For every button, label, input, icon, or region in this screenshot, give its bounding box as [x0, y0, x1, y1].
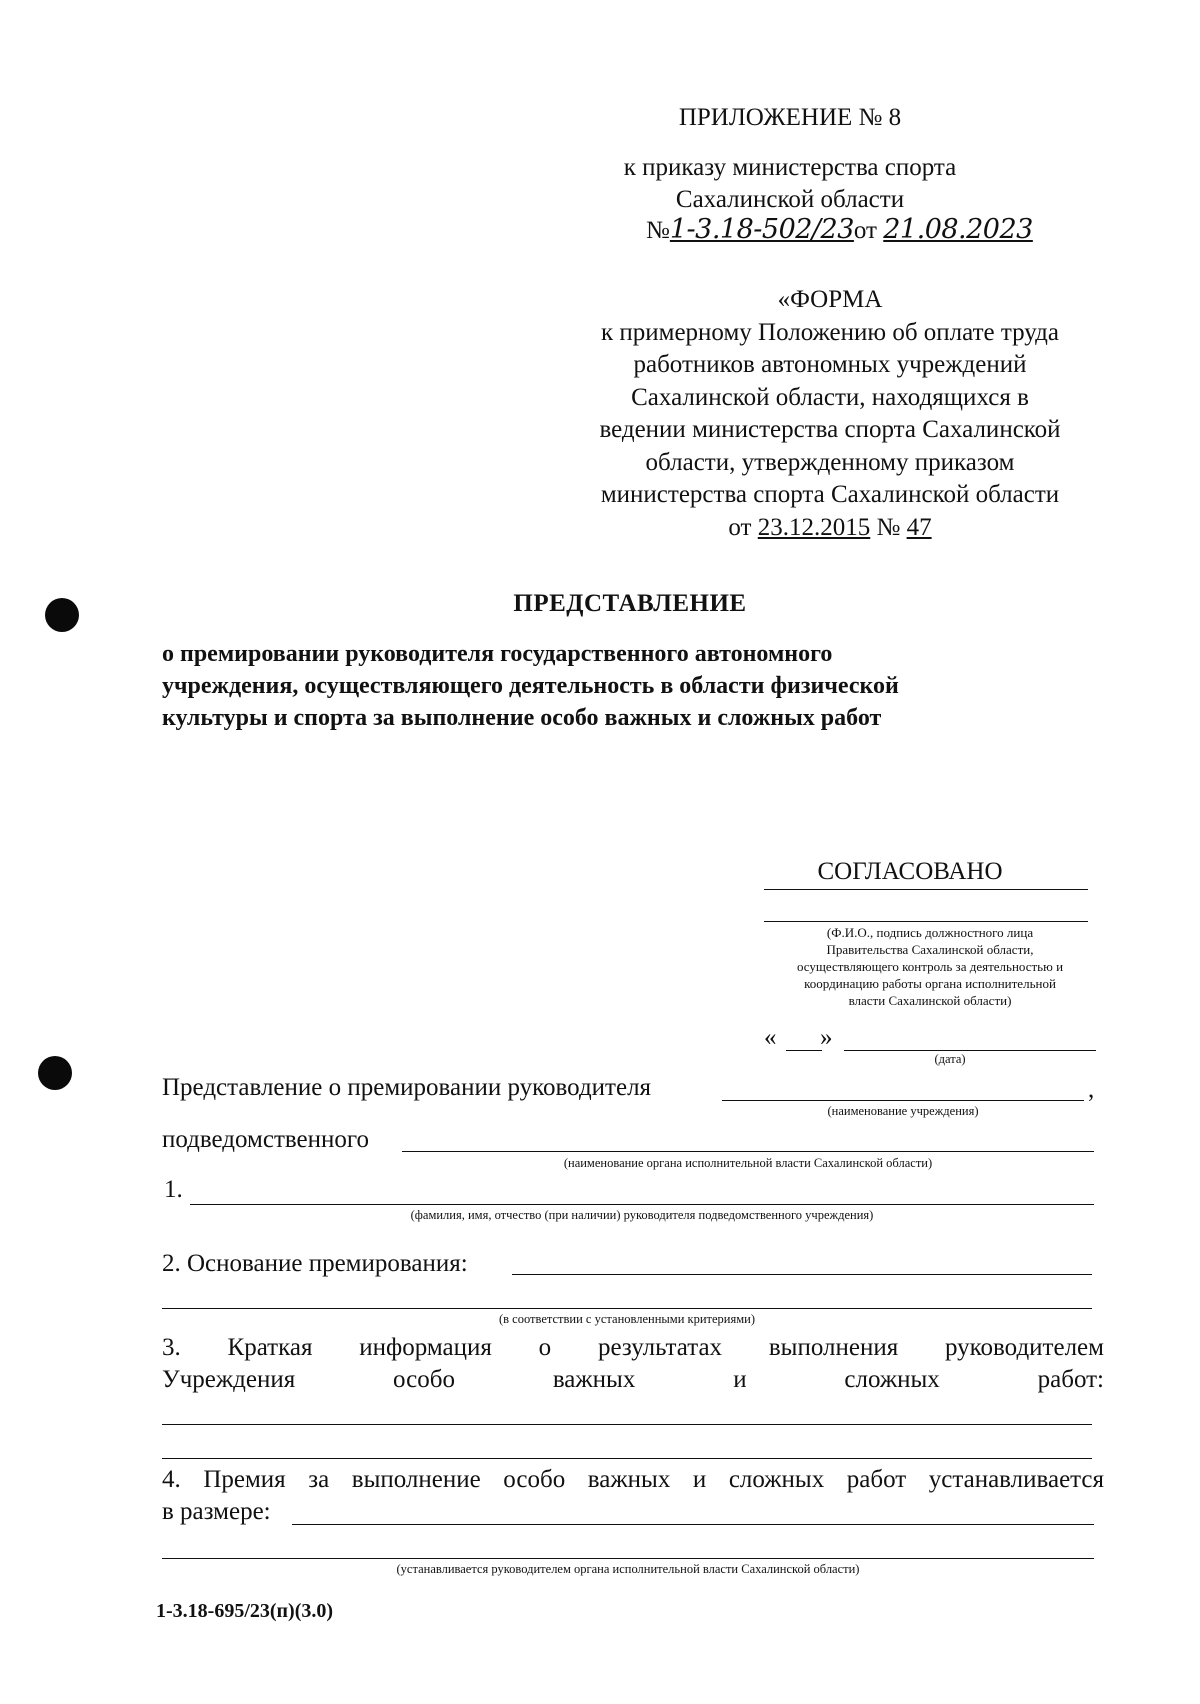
form-ref-line: Сахалинской области, находящихся в	[631, 383, 1029, 411]
from-word: от	[853, 217, 877, 244]
bonus-amount-line-2	[162, 1558, 1094, 1559]
number-sign: №	[876, 513, 901, 541]
bonus-amount-line-1	[292, 1524, 1094, 1525]
date-day-line	[786, 1050, 822, 1051]
form-ref-line: работников автономных учреждений	[633, 351, 1027, 378]
item-1-number: 1.	[164, 1176, 183, 1203]
approval-note-line: власти Сахалинской области)	[848, 993, 1012, 1008]
results-line-1	[162, 1424, 1092, 1425]
form-ref-line: министерства спорта Сахалинской области	[600, 481, 1060, 508]
order-number-line	[646, 214, 1033, 245]
form-ref-line: ведении министерства спорта Сахалинской	[599, 416, 1061, 443]
subtitle-line-3: культуры и спорта за выполнение особо важных и сложных работ	[162, 705, 882, 731]
item-3-word: информация	[359, 1334, 492, 1361]
item-3-word: руководителем	[945, 1334, 1104, 1361]
subtitle-line-2: учреждения, осуществляющего деятельность в области физической	[162, 673, 899, 699]
form-ref-last-line	[560, 512, 1100, 545]
approval-signature-line-2	[764, 921, 1088, 922]
appendix-title: ПРИЛОЖЕНИЕ № 8	[678, 104, 902, 131]
document-heading: ПРЕДСТАВЛЕНИЕ	[513, 590, 747, 617]
approval-note	[750, 924, 1110, 1009]
authority-name-line	[402, 1151, 1094, 1152]
approval-note-line: (Ф.И.О., подпись должностного лица	[826, 925, 1034, 940]
form-ref-line: «ФОРМА	[777, 286, 883, 313]
item-3-word: сложных	[844, 1366, 940, 1393]
intro-label: Представление о премировании руководителя	[162, 1074, 652, 1101]
authority-caption: (наименование органа исполнительной власти Сахалинской области)	[563, 1156, 933, 1170]
item-3-line-1	[162, 1334, 1104, 1362]
intro-comma: ,	[1088, 1076, 1095, 1103]
order-line-1: к приказу министерства спорта	[623, 154, 957, 181]
document-code: 1-3.18-695/23(п)(3.0)	[156, 1600, 334, 1622]
item-3-word: результатах	[597, 1334, 723, 1361]
order-number-handwritten: 1-3.18-502/23	[669, 214, 854, 245]
item-4-line-1: 4. Премия за выполнение особо важных и сложных работ устанавливается	[162, 1466, 1104, 1493]
item-3-word: и	[733, 1366, 747, 1393]
form-ref-line: к примерному Положению об оплате труда	[600, 318, 1060, 346]
results-line-2	[162, 1458, 1092, 1459]
approval-note-line: осуществляющего контроль за деятельностью и	[796, 959, 1064, 974]
date-caption: (дата)	[934, 1052, 966, 1066]
document-subtitle	[162, 638, 1062, 734]
approval-note-line: координацию работы органа исполнительной	[804, 976, 1056, 991]
institution-caption: (наименование учреждения)	[827, 1104, 979, 1118]
form-ref-date: 23.12.2015	[757, 513, 871, 541]
form-ref-line: области, утвержденному приказом	[645, 448, 1015, 476]
approval-note-line: Правительства Сахалинской области,	[826, 942, 1034, 957]
number-sign: №	[646, 217, 670, 244]
form-reference	[560, 284, 1100, 544]
bonus-basis-line-2	[162, 1308, 1092, 1309]
item-3-word: Учреждения	[162, 1366, 296, 1393]
item-3-word: выполнения	[768, 1334, 899, 1361]
item-3-word: о	[538, 1334, 552, 1361]
order-line-2: Сахалинской области	[675, 186, 905, 213]
item-3-word: 3.	[162, 1334, 181, 1361]
item-4-line-2-label: в размере:	[162, 1498, 271, 1525]
bonus-basis-caption: (в соответствии с установленными критериями)	[498, 1312, 756, 1326]
approval-label: СОГЛАСОВАНО	[817, 858, 1003, 885]
institution-name-line	[722, 1100, 1084, 1101]
head-name-caption: (фамилия, имя, отчество (при наличии) руководителя подведомственного учреждения)	[410, 1208, 874, 1222]
head-name-line	[190, 1204, 1094, 1205]
approval-signature-line-1	[764, 889, 1088, 890]
form-ref-number: 47	[906, 513, 932, 541]
item-3-word: работ:	[1037, 1366, 1104, 1393]
subordinate-label: подведомственного	[162, 1126, 370, 1153]
item-3-word: особо	[393, 1366, 455, 1393]
item-3-line-2	[162, 1366, 1104, 1394]
subtitle-line-1: о премировании руководителя государственного автономного	[162, 641, 833, 667]
item-2-label: 2. Основание премирования:	[162, 1250, 468, 1277]
bonus-amount-caption: (устанавливается руководителем органа исполнительной власти Сахалинской области)	[396, 1562, 860, 1576]
item-3-word: важных	[552, 1366, 636, 1393]
from-word: от	[728, 513, 752, 541]
date-open-quote: «	[764, 1024, 777, 1051]
date-month-year-line	[844, 1050, 1096, 1051]
bonus-basis-line-1	[512, 1274, 1092, 1275]
punch-hole-bottom	[38, 1056, 72, 1090]
item-3-word: Краткая	[227, 1334, 313, 1361]
date-close-quote: »	[820, 1024, 833, 1051]
order-date-handwritten: 21.08.2023	[883, 214, 1033, 245]
